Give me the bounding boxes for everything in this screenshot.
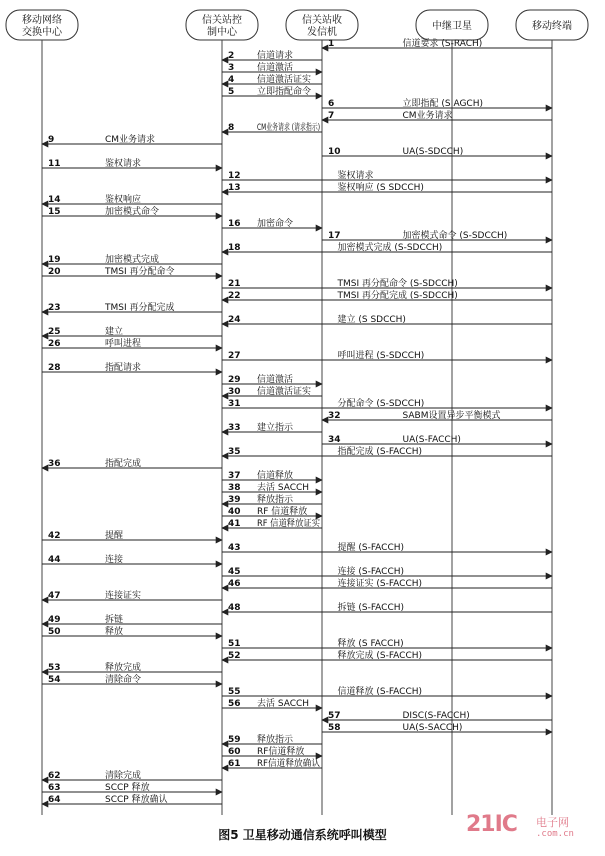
message-number: 55: [228, 687, 241, 697]
message-54: [42, 673, 222, 685]
message-label: 建立指示: [257, 423, 294, 433]
message-label: 信道释放: [257, 471, 294, 481]
message-29: [222, 373, 322, 385]
entity-0: [6, 10, 78, 815]
message-number: 7: [328, 111, 335, 121]
message-label: 清除完成: [105, 771, 142, 781]
message-label: 鉴权响应 (S SDCCH): [337, 183, 424, 193]
message-number: 26: [48, 339, 61, 349]
message-label: 连接证实 (S-FACCH): [337, 579, 423, 589]
message-number: 3: [228, 63, 235, 73]
message-label: 指配请求: [105, 363, 142, 373]
message-28: [42, 361, 222, 373]
message-number: 16: [228, 219, 241, 229]
message-number: 36: [48, 459, 61, 469]
message-label: 信道要求 (S-RACH): [402, 39, 483, 49]
message-2: [222, 49, 322, 61]
message-43: [222, 541, 552, 553]
entity-label-2: 制中心: [207, 27, 237, 38]
message-number: 51: [228, 639, 241, 649]
message-label: RF信道释放确认: [257, 759, 323, 769]
message-label: 指配完成: [105, 459, 142, 469]
message-label: 去活 SACCH: [257, 699, 310, 709]
message-53: [42, 661, 222, 673]
message-11: [42, 157, 222, 169]
message-label: 释放指示: [257, 495, 294, 505]
message-number: 50: [48, 627, 61, 637]
message-12: [222, 169, 552, 181]
message-number: 59: [228, 735, 241, 745]
message-number: 11: [48, 159, 61, 169]
message-36: [42, 457, 222, 469]
message-1: [322, 37, 552, 49]
message-number: 34: [328, 435, 341, 445]
entity-label-2: 发信机: [307, 27, 337, 38]
message-number: 9: [48, 135, 55, 145]
message-37: [222, 469, 322, 481]
message-label: 分配命令 (S-SDCCH): [337, 399, 425, 409]
message-number: 18: [228, 243, 241, 253]
message-27: [222, 349, 552, 361]
message-label: 去活 SACCH: [257, 483, 310, 493]
message-number: 1: [328, 39, 335, 49]
message-label: 拆链 (S-FACCH): [337, 603, 405, 613]
message-label: 清除命令: [105, 675, 142, 685]
message-label: 拆链: [105, 615, 124, 625]
message-number: 27: [228, 351, 241, 361]
message-label: 立即指配 (S AGCH): [402, 99, 483, 109]
message-label: CM业务请求: [105, 135, 156, 145]
message-number: 14: [48, 195, 61, 205]
message-51: [222, 637, 552, 649]
message-64: [42, 793, 222, 805]
message-label: TMSI 再分配完成 (S-SDCCH): [337, 291, 458, 301]
message-58: [322, 723, 552, 733]
message-label: 呼叫进程: [105, 339, 142, 349]
message-number: 49: [48, 615, 61, 625]
message-number: 54: [48, 675, 61, 685]
message-30: [222, 385, 322, 397]
message-55: [222, 685, 552, 697]
message-number: 19: [48, 255, 61, 265]
entity-1: [186, 10, 258, 815]
message-label: 提醒: [105, 531, 124, 541]
message-label: 信道激活: [257, 375, 294, 385]
message-number: 64: [48, 795, 61, 805]
message-number: 17: [328, 231, 341, 241]
message-label: SCCP 释放: [105, 783, 150, 793]
message-14: [42, 193, 222, 205]
entity-4: [516, 10, 588, 815]
message-40: [222, 505, 322, 517]
message-label: 建立 (S SDCCH): [337, 315, 406, 325]
message-label: TMSI 再分配命令 (S-SDCCH): [337, 279, 458, 289]
message-number: 5: [228, 87, 235, 97]
message-number: 44: [48, 555, 61, 565]
message-label: SABM设置异步平衡模式: [402, 411, 501, 421]
message-number: 38: [228, 483, 241, 493]
message-label: 释放指示: [257, 735, 294, 745]
message-16: [222, 217, 322, 229]
message-label: 加密模式完成 (S-SDCCH): [337, 243, 443, 253]
message-label: 立即指配命令: [257, 87, 312, 97]
message-label: CM业务请求 (请求指示): [257, 123, 353, 133]
message-25: [42, 325, 222, 337]
message-6: [322, 97, 552, 109]
message-label: CM业务请求: [402, 111, 453, 121]
message-number: 60: [228, 747, 241, 757]
message-label: UA(S-SDCCH): [402, 147, 464, 157]
message-number: 33: [228, 423, 241, 433]
message-label: RF 信道释放证实: [257, 519, 326, 529]
message-24: [222, 313, 552, 325]
message-number: 52: [228, 651, 241, 661]
message-number: 6: [328, 99, 335, 109]
message-label: TMSI 再分配命令: [105, 267, 175, 277]
message-number: 53: [48, 663, 61, 673]
message-number: 62: [48, 771, 61, 781]
message-62: [42, 769, 222, 781]
message-label: RF信道释放: [257, 747, 305, 757]
message-45: [222, 565, 552, 577]
message-number: 21: [228, 279, 241, 289]
message-number: 28: [48, 363, 61, 373]
message-label: UA(S-SACCH): [402, 723, 463, 733]
message-number: 13: [228, 183, 241, 193]
message-number: 47: [48, 591, 61, 601]
message-number: 35: [228, 447, 241, 457]
message-47: [42, 589, 222, 601]
message-21: [222, 277, 552, 289]
watermark-url: .com.cn: [536, 829, 574, 839]
message-31: [222, 397, 552, 409]
message-46: [222, 577, 552, 589]
message-label: RF 信道释放: [257, 507, 308, 517]
message-number: 58: [328, 723, 341, 733]
message-number: 2: [228, 51, 235, 61]
message-label: 释放完成 (S-FACCH): [337, 651, 423, 661]
message-60: [222, 745, 322, 757]
entity-label: 信关站收: [302, 15, 342, 26]
message-19: [42, 253, 222, 265]
message-number: 25: [48, 327, 61, 337]
message-label: 指配完成 (S-FACCH): [337, 447, 423, 457]
watermark-cn: 电子网: [536, 816, 569, 829]
message-number: 12: [228, 171, 241, 181]
message-13: [222, 181, 552, 193]
message-label: 加密模式命令: [105, 207, 160, 217]
message-number: 40: [228, 507, 241, 517]
message-number: 15: [48, 207, 61, 217]
message-39: [222, 493, 322, 505]
message-number: 8: [228, 123, 235, 133]
message-10: [322, 147, 552, 157]
message-number: 30: [228, 387, 241, 397]
message-label: 鉴权请求: [105, 159, 142, 169]
message-number: 32: [328, 411, 341, 421]
entity-label-2: 交换中心: [22, 27, 62, 38]
message-number: 4: [228, 75, 235, 85]
entity-label: 中继卫星: [432, 21, 472, 32]
message-number: 39: [228, 495, 241, 505]
message-label: 信道激活证实: [257, 75, 312, 85]
message-number: 37: [228, 471, 241, 481]
message-number: 45: [228, 567, 241, 577]
message-35: [222, 445, 552, 457]
message-52: [222, 649, 552, 661]
message-number: 63: [48, 783, 61, 793]
entity-label: 移动终端: [532, 21, 572, 32]
message-label: 加密命令: [257, 219, 294, 229]
message-26: [42, 337, 222, 349]
message-32: [322, 409, 552, 421]
message-8: [222, 121, 353, 133]
message-7: [322, 109, 552, 121]
message-label: 建立: [105, 327, 124, 337]
message-34: [322, 435, 552, 445]
message-57: [322, 711, 552, 721]
message-number: 24: [228, 315, 241, 325]
message-22: [222, 289, 552, 301]
message-label: 释放: [105, 627, 124, 637]
message-label: 释放 (S FACCH): [337, 639, 404, 649]
message-4: [222, 73, 322, 85]
message-label: 连接: [105, 555, 124, 565]
message-61: [222, 757, 322, 769]
message-number: 42: [48, 531, 61, 541]
message-label: 加密模式命令 (S-SDCCH): [402, 231, 508, 241]
message-label: TMSI 再分配完成: [105, 303, 175, 313]
message-41: [222, 517, 326, 529]
message-label: 鉴权请求: [337, 171, 374, 181]
message-number: 46: [228, 579, 241, 589]
message-20: [42, 265, 222, 277]
message-number: 61: [228, 759, 241, 769]
message-label: UA(S-FACCH): [402, 435, 461, 445]
message-label: 鉴权响应: [105, 195, 142, 205]
message-label: 释放完成: [105, 663, 142, 673]
message-label: 提醒 (S-FACCH): [337, 543, 405, 553]
message-56: [222, 697, 322, 709]
message-23: [42, 301, 222, 313]
message-number: 56: [228, 699, 241, 709]
message-number: 29: [228, 375, 241, 385]
message-label: 信道激活: [257, 63, 294, 73]
figure-caption: 图5 卫星移动通信系统呼叫模型: [218, 828, 387, 842]
message-number: 23: [48, 303, 61, 313]
message-18: [222, 241, 552, 253]
message-number: 57: [328, 711, 341, 721]
message-label: 连接 (S-FACCH): [337, 567, 405, 577]
message-label: SCCP 释放确认: [105, 795, 168, 805]
message-17: [322, 229, 552, 241]
message-number: 10: [328, 147, 341, 157]
message-number: 41: [228, 519, 241, 529]
message-number: 48: [228, 603, 241, 613]
message-label: DISC(S-FACCH): [402, 711, 470, 721]
message-label: 连接证实: [105, 591, 142, 601]
message-9: [42, 133, 222, 145]
message-33: [222, 421, 322, 433]
message-label: 信道释放 (S-FACCH): [337, 687, 423, 697]
message-number: 22: [228, 291, 241, 301]
message-number: 20: [48, 267, 61, 277]
message-49: [42, 613, 222, 625]
message-59: [222, 733, 322, 745]
message-63: [42, 781, 222, 793]
message-42: [42, 529, 222, 541]
message-15: [42, 205, 222, 217]
message-label: 信道请求: [257, 51, 294, 61]
message-label: 呼叫进程 (S-SDCCH): [337, 351, 425, 361]
message-3: [222, 61, 322, 73]
message-number: 43: [228, 543, 241, 553]
message-38: [222, 481, 322, 493]
message-5: [222, 85, 322, 97]
message-label: 加密模式完成: [105, 255, 160, 265]
message-50: [42, 625, 222, 637]
watermark-logo: 21IC: [466, 812, 517, 837]
message-48: [222, 601, 552, 613]
message-number: 31: [228, 399, 241, 409]
entity-label: 移动网络: [22, 15, 62, 26]
message-44: [42, 553, 222, 565]
message-label: 信道激活证实: [257, 387, 312, 397]
entity-label: 信关站控: [202, 15, 242, 26]
